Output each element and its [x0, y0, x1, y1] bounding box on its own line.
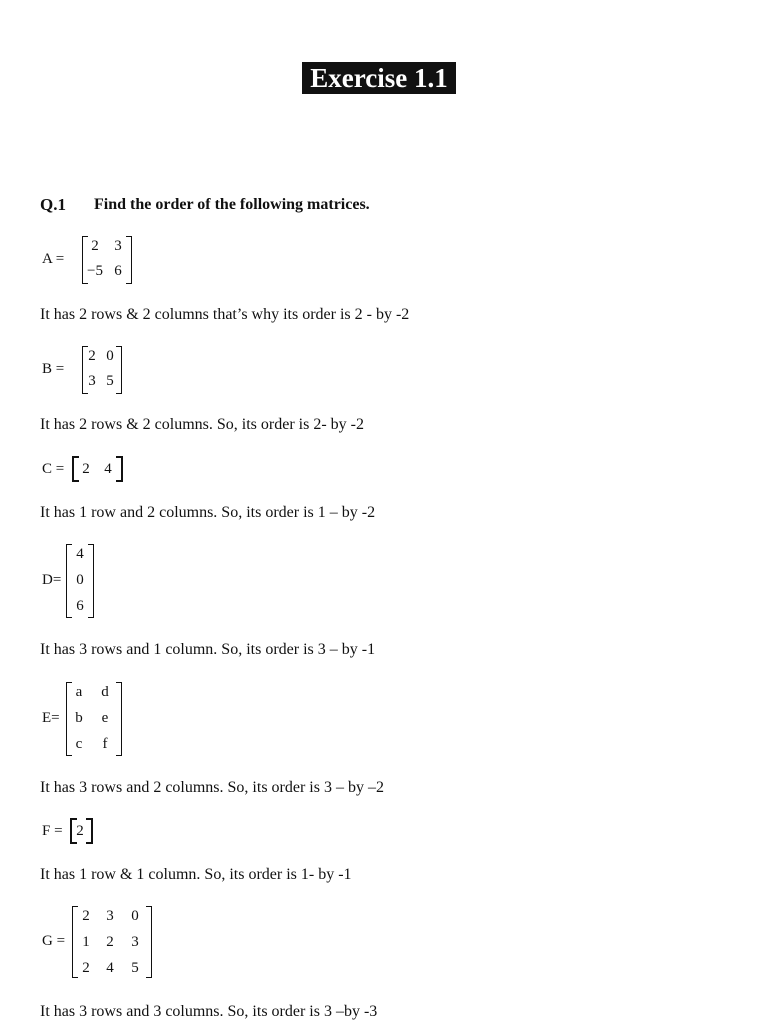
answer-f: It has 1 row & 1 column. So, its order is 1- by -1	[40, 866, 352, 883]
matrix-a-cell: −5	[87, 263, 103, 279]
answer-d: It has 3 rows and 1 column. So, its order is 3 – by -1	[40, 641, 376, 658]
matrix-g-right-bracket	[146, 906, 152, 978]
question-number: Q.1	[40, 195, 66, 214]
matrix-e	[40, 682, 130, 756]
matrix-g-cell: 1	[82, 934, 90, 950]
answer-a: It has 2 rows & 2 columns that’s why its order is 2 - by -2	[40, 306, 410, 323]
matrix-e-cell: b	[75, 710, 83, 726]
matrix-a-cell: 6	[114, 263, 122, 279]
matrix-e-right-bracket	[116, 682, 122, 756]
matrix-g-cell: 3	[131, 934, 139, 950]
matrix-g-cell: 2	[106, 934, 114, 950]
matrix-e-cell: a	[75, 684, 83, 700]
matrix-e-cell: d	[101, 684, 109, 700]
matrix-c-cell: 4	[104, 461, 112, 477]
matrix-d	[40, 544, 110, 618]
matrix-c	[40, 456, 140, 482]
matrix-c-label: C =	[42, 461, 65, 477]
matrix-g-cell: 2	[82, 960, 90, 976]
matrix-c-cell: 2	[82, 461, 90, 477]
matrix-g	[40, 906, 160, 978]
matrix-d-label: D=	[42, 572, 62, 588]
matrix-g-label: G =	[42, 933, 66, 949]
matrix-b-cell: 5	[106, 373, 114, 389]
matrix-g-cell: 2	[82, 908, 90, 924]
matrix-g-cell: 5	[131, 960, 139, 976]
matrix-d-cell: 0	[76, 572, 84, 588]
matrix-b-cell: 3	[88, 373, 96, 389]
matrix-b-cell: 2	[88, 348, 96, 364]
matrix-e-cell: c	[75, 736, 83, 752]
matrix-a-cell: 3	[114, 238, 122, 254]
matrix-e-cell: f	[102, 736, 108, 752]
matrix-b-cell: 0	[106, 348, 114, 364]
matrix-d-cell: 6	[76, 598, 84, 614]
matrix-a	[40, 236, 140, 284]
matrix-f-label: F =	[42, 823, 63, 839]
question-text: Find the order of the following matrices.	[94, 196, 370, 213]
matrix-b-label: B =	[42, 361, 65, 377]
matrix-d-cell: 4	[76, 546, 84, 562]
matrix-g-cell: 4	[106, 960, 114, 976]
answer-e: It has 3 rows and 2 columns. So, its order is 3 – by –2	[40, 779, 384, 796]
matrix-f-cell: 2	[76, 823, 84, 839]
matrix-g-cell: 0	[131, 908, 139, 924]
matrix-e-cell: e	[101, 710, 109, 726]
answer-b: It has 2 rows & 2 columns. So, its order is 2- by -2	[40, 416, 364, 433]
answer-c: It has 1 row and 2 columns. So, its order is 1 – by -2	[40, 504, 376, 521]
matrix-f	[40, 818, 110, 844]
exercise-title: Exercise 1.1	[302, 62, 456, 94]
matrix-b	[40, 346, 130, 394]
matrix-a-label: A =	[42, 251, 65, 267]
matrix-e-label: E=	[42, 710, 60, 726]
matrix-g-cell: 3	[106, 908, 114, 924]
matrix-a-cell: 2	[91, 238, 99, 254]
answer-g: It has 3 rows and 3 columns. So, its order is 3 –by -3	[40, 1003, 378, 1020]
